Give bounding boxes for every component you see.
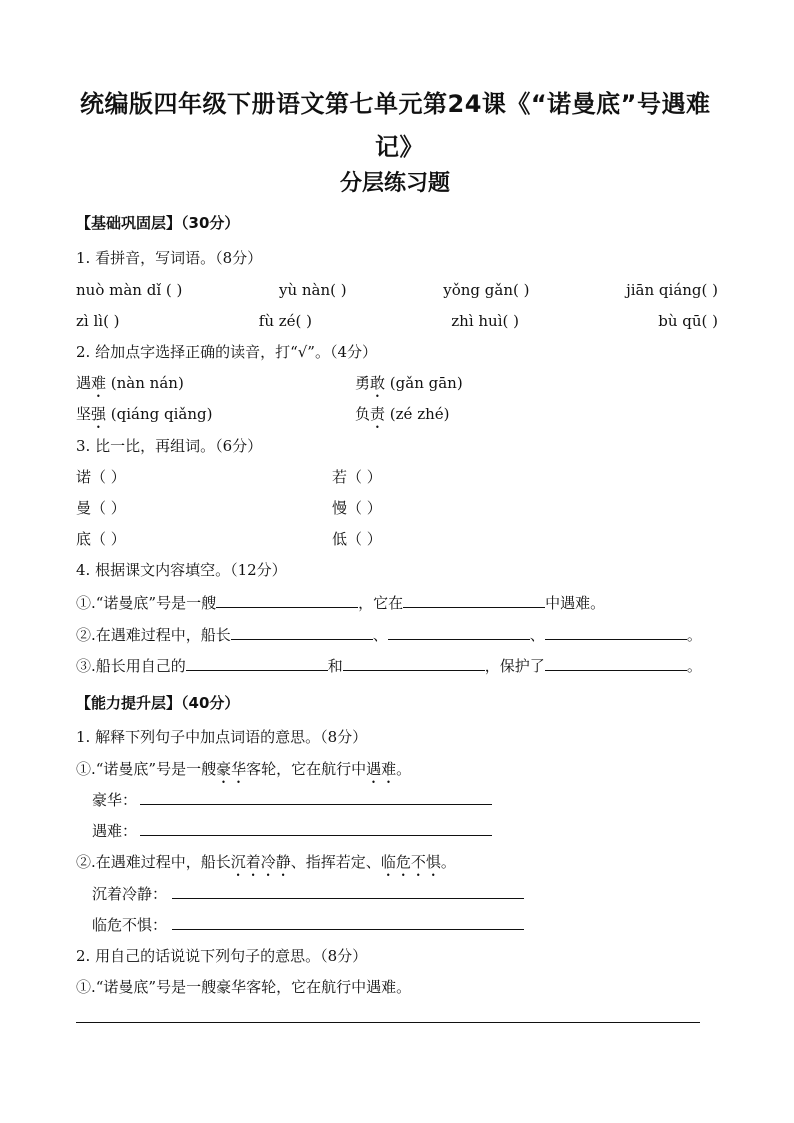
answer-line[interactable] <box>172 898 524 899</box>
question-4: 4. 根据课文内容填空。（12分） <box>76 561 287 579</box>
answer-blank[interactable] <box>186 655 328 671</box>
word-label: 沉着冷静： <box>92 885 168 903</box>
page-title-line1: 统编版四年级下册语文第七单元第24课《“诺曼底”号遇难 <box>80 90 711 118</box>
pinyin-row-1 <box>76 280 718 300</box>
answer-blank[interactable] <box>231 624 373 640</box>
answer-line[interactable] <box>140 835 492 836</box>
fill-line-1: ①.“诺曼底”号是一艘 ，它在 中遇难。 <box>76 594 606 612</box>
pinyin-item: bù qū( ) <box>658 312 718 330</box>
section-advanced-heading: 【能力提升层】（40分） <box>76 694 240 712</box>
answer-blank[interactable] <box>216 592 358 608</box>
question-p1: 1. 解释下列句子中加点词语的意思。（8分） <box>76 728 368 746</box>
reading-item: 坚强 (qiáng qiǎng) <box>76 405 213 423</box>
word-label: 临危不惧： <box>92 916 168 934</box>
answer-line[interactable] <box>172 929 524 930</box>
sentence-2: ②.在遇难过程中，船长沉着冷静、指挥若定、临危不惧。 <box>76 853 456 871</box>
compare-item: 若（ ） <box>332 468 382 486</box>
pinyin-item: jiān qiáng( ) <box>626 281 718 299</box>
page-title-line2: 记》 <box>375 133 424 161</box>
pinyin-item: zì lì( ) <box>76 312 120 330</box>
answer-blank[interactable] <box>403 592 545 608</box>
answer-blank[interactable] <box>545 655 687 671</box>
question-3: 3. 比一比，再组词。（6分） <box>76 437 263 455</box>
answer-blank[interactable] <box>545 624 687 640</box>
answer-line[interactable] <box>140 804 492 805</box>
sentence-3: ①.“诺曼底”号是一艘豪华客轮，它在航行中遇难。 <box>76 978 412 996</box>
reading-item: 勇敢 (gǎn gān) <box>355 374 463 392</box>
pinyin-item: zhì huì( ) <box>451 312 519 330</box>
compare-item: 底（ ） <box>76 530 126 548</box>
pinyin-row-2 <box>76 311 718 331</box>
word-label: 豪华： <box>92 791 138 809</box>
fill-line-2: ②.在遇难过程中，船长 、 、 。 <box>76 626 702 644</box>
word-label: 遇难： <box>92 822 138 840</box>
pinyin-item: yǒng gǎn( ) <box>443 281 530 299</box>
pinyin-item: nuò màn dǐ ( ) <box>76 281 183 299</box>
compare-item: 曼（ ） <box>76 499 126 517</box>
compare-item: 诺（ ） <box>76 468 126 486</box>
reading-item: 负责 (zé zhé) <box>355 405 450 423</box>
pinyin-item: fù zé( ) <box>258 312 313 330</box>
answer-blank[interactable] <box>388 624 530 640</box>
compare-item: 低（ ） <box>332 530 382 548</box>
compare-item: 慢（ ） <box>332 499 382 517</box>
reading-item: 遇难 (nàn nán) <box>76 374 184 392</box>
question-1: 1. 看拼音，写词语。（8分） <box>76 249 263 267</box>
section-basic-heading: 【基础巩固层】（30分） <box>76 214 240 232</box>
sentence-1: ①.“诺曼底”号是一艘豪华客轮，它在航行中遇难。 <box>76 760 412 778</box>
pinyin-item: yù nàn( ) <box>278 281 347 299</box>
answer-line[interactable] <box>76 1022 700 1023</box>
question-2: 2. 给加点字选择正确的读音，打“√”。（4分） <box>76 343 378 361</box>
answer-blank[interactable] <box>343 655 485 671</box>
page-subtitle: 分层练习题 <box>340 171 451 196</box>
question-p2: 2. 用自己的话说说下列句子的意思。（8分） <box>76 947 368 965</box>
fill-line-3: ③.船长用自己的 和 ，保护了 。 <box>76 657 702 675</box>
